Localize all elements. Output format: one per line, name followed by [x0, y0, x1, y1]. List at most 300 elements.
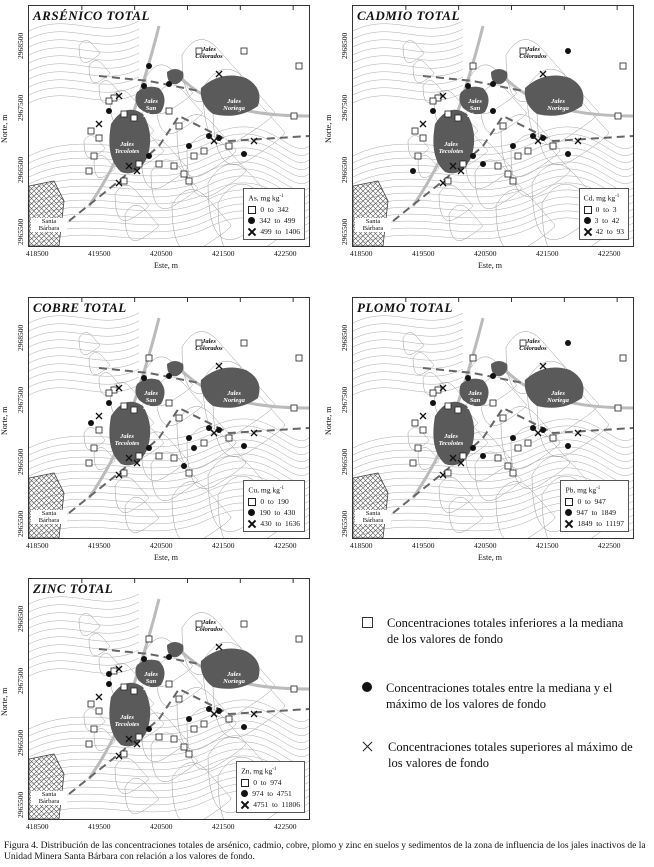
map-frame	[28, 297, 310, 539]
y-tick-label: 2966500	[340, 448, 349, 475]
marker-below-median	[131, 407, 137, 413]
x-tick-label: 419500	[88, 541, 111, 550]
marker-below-median	[415, 153, 421, 159]
cross-icon	[584, 228, 592, 236]
x-tick-label: 421500	[536, 541, 559, 550]
marker-below-median	[455, 115, 461, 121]
label-santa-barbara: Santa Bárbara	[31, 791, 67, 805]
square-icon	[248, 206, 256, 214]
marker-between-median-max	[510, 435, 516, 441]
marker-between-median-max	[166, 373, 172, 379]
x-tick-label: 422500	[274, 249, 297, 258]
marker-below-median	[191, 726, 197, 732]
y-tick-label: 2965500	[340, 218, 349, 245]
marker-below-median	[455, 407, 461, 413]
marker-between-median-max	[146, 445, 152, 451]
legend-range: 0 to 974	[253, 778, 282, 787]
legend-row	[241, 777, 300, 788]
marker-below-median	[181, 744, 187, 750]
marker-between-median-max	[106, 671, 112, 677]
marker-between-median-max	[146, 153, 152, 159]
marker-below-median	[445, 470, 451, 476]
y-tick-label: 2965500	[16, 791, 25, 818]
marker-below-median	[445, 111, 451, 117]
marker-between-median-max	[106, 108, 112, 114]
marker-below-median	[131, 688, 137, 694]
dot-icon	[584, 217, 591, 224]
x-tick-label: 418500	[350, 541, 373, 550]
label-jales-noriega: Jales Noriega	[223, 671, 245, 685]
legend-row	[248, 215, 300, 226]
marker-below-median	[460, 453, 466, 459]
marker-below-median	[136, 453, 142, 459]
map-frame	[28, 578, 310, 820]
panel-title: PLOMO TOTAL	[357, 300, 453, 315]
marker-below-median	[156, 453, 162, 459]
y-tick-label: 2966500	[16, 156, 25, 183]
marker-below-median	[166, 681, 172, 687]
marker-below-median	[176, 123, 182, 129]
label-jales-colorados: Jales Colorados	[195, 46, 223, 60]
marker-above-max	[540, 71, 546, 77]
legend-row	[241, 799, 300, 810]
square-icon	[241, 779, 249, 787]
marker-above-max	[420, 121, 426, 127]
legend-title	[248, 191, 300, 204]
legend-row	[248, 204, 300, 215]
square-icon	[362, 617, 373, 628]
marker-below-median	[495, 455, 501, 461]
key-row	[362, 680, 647, 712]
map-legend	[243, 480, 305, 533]
marker-below-median	[186, 178, 192, 184]
marker-above-max	[96, 694, 102, 700]
marker-below-median	[88, 128, 94, 134]
legend-range: 0 to 190	[260, 497, 289, 506]
legend-title-text: Cu, mg kg	[248, 485, 280, 494]
marker-below-median	[96, 427, 102, 433]
cross-icon	[362, 741, 374, 753]
x-tick-label: 421500	[212, 822, 235, 831]
legend-title	[248, 483, 300, 496]
y-tick-label: 2968500	[16, 32, 25, 59]
label-jales-colorados: Jales Colorados	[195, 338, 223, 352]
marker-below-median	[291, 113, 297, 119]
marker-below-median	[106, 98, 112, 104]
marker-below-median	[615, 113, 621, 119]
key-text: Concentraciones totales superiores al máximo de los valores de fondo	[388, 740, 633, 770]
marker-below-median	[86, 168, 92, 174]
marker-between-median-max	[146, 726, 152, 732]
marker-between-median-max	[465, 375, 471, 381]
marker-between-median-max	[490, 373, 496, 379]
marker-below-median	[241, 48, 247, 54]
x-tick-label: 419500	[88, 822, 111, 831]
map-panel-5	[0, 578, 328, 858]
marker-between-median-max	[430, 108, 436, 114]
marker-above-max	[540, 363, 546, 369]
marker-below-median	[201, 440, 207, 446]
x-axis-label: Este, m	[478, 261, 502, 270]
y-axis-label: Norte, m	[0, 406, 9, 435]
marker-between-median-max	[141, 656, 147, 662]
marker-below-median	[296, 63, 302, 69]
x-tick-label: 420500	[150, 249, 173, 258]
y-tick-label: 2967500	[16, 667, 25, 694]
legend-title	[241, 764, 300, 777]
marker-between-median-max	[106, 400, 112, 406]
marker-below-median	[510, 470, 516, 476]
y-tick-label: 2966500	[16, 729, 25, 756]
marker-below-median	[615, 405, 621, 411]
square-icon	[248, 498, 256, 506]
label-jales-tecolotes: Jales Tecolotes	[438, 141, 464, 155]
dot-icon	[248, 509, 255, 516]
marker-below-median	[91, 153, 97, 159]
marker-below-median	[226, 143, 232, 149]
legend-title	[565, 483, 624, 496]
x-tick-label: 421500	[212, 541, 235, 550]
legend-unit-exponent: -1	[615, 193, 620, 199]
marker-above-max	[211, 430, 217, 436]
cross-icon	[248, 520, 256, 528]
legend-title-text: Zn, mg kg	[241, 766, 273, 775]
map-legend	[236, 761, 305, 814]
legend-row	[248, 518, 300, 529]
map-legend	[579, 188, 629, 241]
marker-below-median	[415, 445, 421, 451]
marker-below-median	[186, 470, 192, 476]
marker-above-max	[216, 71, 222, 77]
legend-range: 499 to 1406	[260, 227, 300, 236]
marker-below-median	[176, 696, 182, 702]
marker-between-median-max	[470, 445, 476, 451]
y-axis-label: Norte, m	[0, 687, 9, 716]
marker-between-median-max	[490, 108, 496, 114]
marker-below-median	[186, 751, 192, 757]
legend-row	[584, 226, 624, 237]
y-tick-label: 2965500	[340, 510, 349, 537]
marker-below-median	[191, 153, 197, 159]
marker-below-median	[91, 445, 97, 451]
legend-row	[248, 496, 300, 507]
marker-below-median	[86, 460, 92, 466]
marker-below-median	[515, 153, 521, 159]
legend-range: 1849 to 11197	[577, 519, 624, 528]
x-tick-label: 420500	[150, 822, 173, 831]
map-panel-3	[0, 297, 328, 577]
marker-below-median	[291, 405, 297, 411]
label-jales-noriega: Jales Noriega	[223, 390, 245, 404]
marker-above-max	[535, 138, 541, 144]
legend-row	[565, 507, 624, 518]
legend-range: 947 to 1849	[576, 508, 617, 517]
legend-title	[584, 191, 624, 204]
marker-below-median	[500, 415, 506, 421]
label-jales-colorados: Jales Colorados	[195, 619, 223, 633]
marker-below-median	[121, 751, 127, 757]
marker-between-median-max	[186, 435, 192, 441]
legend-row	[565, 518, 624, 529]
marker-above-max	[420, 413, 426, 419]
marker-between-median-max	[191, 445, 197, 451]
santa-barbara-area	[29, 473, 64, 538]
legend-range: 974 to 4751	[252, 789, 292, 798]
dot-icon	[248, 217, 255, 224]
marker-below-median	[166, 400, 172, 406]
cross-icon	[248, 228, 256, 236]
marker-above-max	[211, 138, 217, 144]
panel-title: COBRE TOTAL	[33, 300, 127, 315]
marker-between-median-max	[186, 143, 192, 149]
figure-caption: Figura 4. Distribución de las concentraciones totales de arsénico, cadmio, cobre, plomo y zinc en suelos y sedimentos de la zona de influencia de los jales inactivos de la Unidad Minera Santa Bárbara con relación a los valores de fondo.	[4, 841, 646, 862]
marker-below-median	[510, 178, 516, 184]
marker-below-median	[176, 415, 182, 421]
y-tick-label: 2968500	[340, 32, 349, 59]
panel-title: ARSÉNICO TOTAL	[33, 8, 150, 23]
marker-between-median-max	[166, 81, 172, 87]
label-jales-tecolotes: Jales Tecolotes	[114, 141, 140, 155]
marker-below-median	[156, 734, 162, 740]
marker-between-median-max	[181, 463, 187, 469]
legend-row	[565, 496, 624, 507]
y-tick-label: 2968500	[16, 324, 25, 351]
marker-between-median-max	[565, 443, 571, 449]
marker-below-median	[430, 390, 436, 396]
x-tick-label: 419500	[412, 249, 435, 258]
marker-below-median	[495, 163, 501, 169]
marker-below-median	[445, 178, 451, 184]
marker-below-median	[412, 128, 418, 134]
marker-between-median-max	[141, 83, 147, 89]
label-jales-noriega: Jales Noriega	[223, 98, 245, 112]
marker-below-median	[500, 123, 506, 129]
x-tick-label: 422500	[598, 541, 621, 550]
map-panel-2	[324, 5, 652, 285]
legend-row	[584, 215, 624, 226]
label-jales-tecolotes: Jales Tecolotes	[114, 714, 140, 728]
marker-below-median	[136, 161, 142, 167]
x-tick-label: 418500	[350, 249, 373, 258]
legend-range: 0 to 3	[595, 205, 617, 214]
legend-row	[584, 204, 624, 215]
marker-below-median	[136, 734, 142, 740]
map-legend	[560, 480, 629, 533]
marker-below-median	[550, 143, 556, 149]
x-tick-label: 419500	[412, 541, 435, 550]
marker-above-max	[216, 363, 222, 369]
label-jales-tecolotes: Jales Tecolotes	[114, 433, 140, 447]
marker-below-median	[171, 736, 177, 742]
key-text: Concentraciones totales entre la mediana y el máximo de los valores de fondo	[386, 681, 613, 711]
label-jales-tecolotes: Jales Tecolotes	[438, 433, 464, 447]
legend-unit-exponent: -1	[279, 193, 284, 199]
marker-below-median	[146, 636, 152, 642]
marker-between-median-max	[565, 151, 571, 157]
legend-range: 4751 to 11806	[253, 800, 300, 809]
map-panel-4	[324, 297, 652, 577]
legend-row	[248, 507, 300, 518]
legend-range: 0 to 947	[577, 497, 606, 506]
marker-below-median	[96, 708, 102, 714]
x-tick-label: 422500	[274, 541, 297, 550]
y-tick-label: 2966500	[340, 156, 349, 183]
dot-icon	[565, 509, 572, 516]
y-tick-label: 2968500	[16, 605, 25, 632]
marker-between-median-max	[430, 400, 436, 406]
map-frame	[352, 297, 634, 539]
marker-between-median-max	[106, 681, 112, 687]
legend-unit-exponent: -1	[272, 766, 277, 772]
marker-between-median-max	[510, 143, 516, 149]
panel-title: ZINC TOTAL	[33, 581, 114, 596]
square-icon	[565, 498, 573, 506]
x-tick-label: 418500	[26, 822, 49, 831]
marker-below-median	[470, 355, 476, 361]
x-axis-label: Este, m	[154, 553, 178, 562]
marker-between-median-max	[480, 453, 486, 459]
marker-below-median	[620, 355, 626, 361]
dot-icon	[241, 790, 248, 797]
x-tick-label: 421500	[212, 249, 235, 258]
y-tick-label: 2967500	[340, 386, 349, 413]
marker-below-median	[505, 463, 511, 469]
marker-below-median	[171, 163, 177, 169]
y-tick-label: 2965500	[16, 218, 25, 245]
marker-below-median	[88, 701, 94, 707]
marker-below-median	[106, 390, 112, 396]
marker-between-median-max	[241, 151, 247, 157]
map-frame	[352, 5, 634, 247]
marker-below-median	[505, 171, 511, 177]
marker-below-median	[620, 63, 626, 69]
marker-below-median	[241, 621, 247, 627]
marker-below-median	[420, 427, 426, 433]
marker-below-median	[241, 340, 247, 346]
marker-between-median-max	[490, 81, 496, 87]
map-panel-1	[0, 5, 328, 285]
legend-range: 342 to 499	[259, 216, 296, 225]
marker-between-median-max	[186, 716, 192, 722]
label-santa-barbara: Santa Bárbara	[355, 218, 391, 232]
y-axis-label: Norte, m	[324, 406, 333, 435]
marker-below-median	[430, 98, 436, 104]
marker-below-median	[226, 716, 232, 722]
key-row	[362, 615, 647, 647]
dot-icon	[362, 682, 372, 692]
legend-range: 190 to 430	[259, 508, 296, 517]
marker-below-median	[121, 111, 127, 117]
marker-below-median	[525, 440, 531, 446]
label-jales-san-diego: Jales San Diego	[143, 98, 159, 119]
y-tick-label: 2967500	[340, 94, 349, 121]
marker-below-median	[291, 686, 297, 692]
y-axis-label: Norte, m	[0, 114, 9, 143]
legend-unit-exponent: -1	[279, 485, 285, 491]
y-tick-label: 2967500	[16, 94, 25, 121]
label-jales-noriega: Jales Noriega	[547, 98, 569, 112]
marker-below-median	[121, 470, 127, 476]
marker-between-median-max	[88, 420, 94, 426]
marker-between-median-max	[166, 654, 172, 660]
legend-title-text: As, mg kg	[248, 193, 280, 202]
marker-between-median-max	[565, 48, 571, 54]
marker-below-median	[121, 684, 127, 690]
label-santa-barbara: Santa Bárbara	[31, 510, 67, 524]
x-tick-label: 422500	[274, 822, 297, 831]
label-jales-noriega: Jales Noriega	[547, 390, 569, 404]
marker-above-max	[211, 711, 217, 717]
marker-below-median	[131, 115, 137, 121]
y-tick-label: 2965500	[16, 510, 25, 537]
marker-below-median	[201, 721, 207, 727]
legend-range: 3 to 42	[594, 216, 620, 225]
x-tick-label: 420500	[150, 541, 173, 550]
marker-below-median	[470, 63, 476, 69]
map-frame	[28, 5, 310, 247]
legend-title-text: Cd, mg kg	[583, 193, 616, 202]
marker-below-median	[121, 178, 127, 184]
marker-below-median	[156, 161, 162, 167]
x-tick-label: 418500	[26, 541, 49, 550]
legend-range: 430 to 1636	[260, 519, 300, 528]
square-icon	[584, 206, 592, 214]
marker-below-median	[91, 726, 97, 732]
key-text: Concentraciones totales inferiores a la mediana de los valores de fondo	[387, 616, 624, 646]
marker-below-median	[296, 636, 302, 642]
marker-above-max	[96, 121, 102, 127]
legend-row	[248, 226, 300, 237]
marker-above-max	[96, 413, 102, 419]
x-tick-label: 419500	[88, 249, 111, 258]
marker-below-median	[86, 741, 92, 747]
x-tick-label: 421500	[536, 249, 559, 258]
marker-below-median	[171, 455, 177, 461]
santa-barbara-area	[29, 754, 64, 819]
label-jales-colorados: Jales Colorados	[519, 338, 547, 352]
santa-barbara-area	[353, 473, 388, 538]
marker-between-median-max	[410, 168, 416, 174]
marker-below-median	[146, 355, 152, 361]
marker-above-max	[216, 644, 222, 650]
legend-range: 0 to 342	[260, 205, 289, 214]
legend-unit-exponent: -1	[596, 485, 601, 491]
marker-below-median	[420, 135, 426, 141]
marker-below-median	[525, 148, 531, 154]
marker-below-median	[121, 403, 127, 409]
x-axis-label: Este, m	[154, 261, 178, 270]
key-row	[362, 739, 647, 771]
marker-below-median	[226, 435, 232, 441]
marker-below-median	[166, 108, 172, 114]
label-santa-barbara: Santa Bárbara	[355, 510, 391, 524]
marker-below-median	[181, 171, 187, 177]
legend-row	[241, 788, 300, 799]
marker-below-median	[445, 403, 451, 409]
label-jales-colorados: Jales Colorados	[519, 46, 547, 60]
x-tick-label: 420500	[474, 541, 497, 550]
marker-between-median-max	[480, 161, 486, 167]
marker-below-median	[201, 148, 207, 154]
map-legend	[243, 188, 305, 241]
marker-below-median	[96, 135, 102, 141]
santa-barbara-area	[353, 181, 388, 246]
marker-between-median-max	[141, 375, 147, 381]
santa-barbara-area	[29, 181, 64, 246]
legend-range: 42 to 93	[595, 227, 624, 236]
label-santa-barbara: Santa Bárbara	[31, 218, 67, 232]
cross-icon	[565, 520, 573, 528]
